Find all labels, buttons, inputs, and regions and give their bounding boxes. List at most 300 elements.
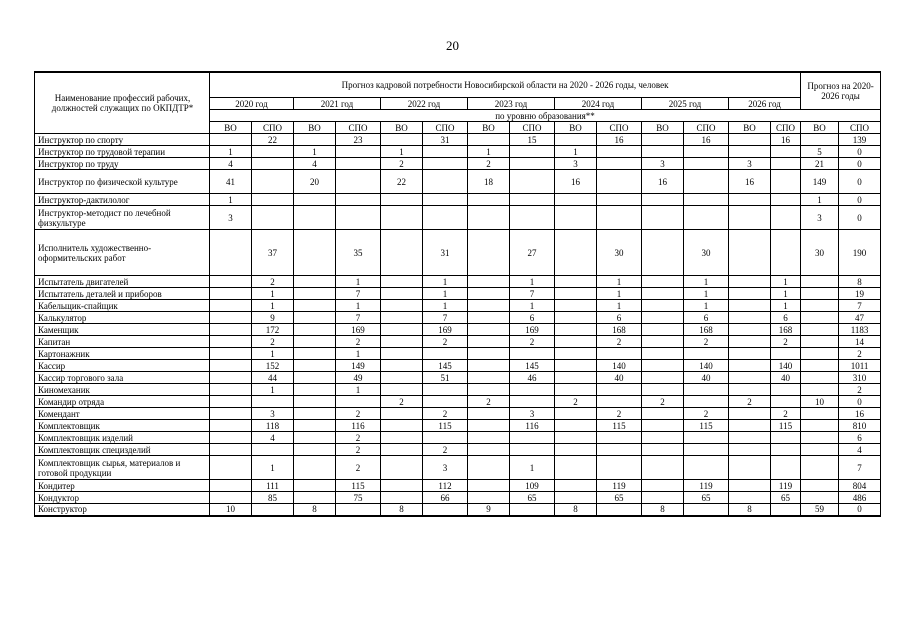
vo-value — [729, 360, 771, 372]
spo-value — [597, 444, 642, 456]
spo-header: СПО — [510, 122, 555, 134]
spo-value — [336, 194, 381, 206]
spo-value — [597, 384, 642, 396]
spo-value — [771, 384, 801, 396]
vo-value — [210, 408, 252, 420]
vo-value — [381, 134, 423, 146]
spo-value — [510, 158, 555, 170]
vo-value — [381, 372, 423, 384]
vo-value: 8 — [294, 504, 336, 516]
vo-value — [468, 230, 510, 276]
spo-value — [510, 444, 555, 456]
spo-value — [597, 158, 642, 170]
spo-value: 6 — [510, 312, 555, 324]
spo-header: СПО — [336, 122, 381, 134]
vo-value — [801, 276, 839, 288]
vo-value — [210, 420, 252, 432]
vo-value — [642, 134, 684, 146]
spo-value — [336, 158, 381, 170]
table-row — [35, 492, 881, 504]
spo-value: 116 — [336, 420, 381, 432]
spo-value — [423, 348, 468, 360]
vo-value — [468, 360, 510, 372]
vo-value — [294, 276, 336, 288]
spo-value: 115 — [684, 420, 729, 432]
vo-value — [555, 456, 597, 480]
vo-value — [294, 194, 336, 206]
vo-value — [555, 384, 597, 396]
vo-value — [468, 206, 510, 230]
spo-value — [597, 432, 642, 444]
table-row — [35, 348, 881, 360]
vo-value — [381, 312, 423, 324]
vo-value — [468, 194, 510, 206]
vo-value: 1 — [210, 194, 252, 206]
profession-name: Испытатель двигателей — [35, 276, 210, 288]
table-row — [35, 194, 881, 206]
spo-value: 2 — [597, 336, 642, 348]
spo-header: СПО — [597, 122, 642, 134]
vo-value — [801, 408, 839, 420]
vo-value — [381, 230, 423, 276]
vo-value — [468, 276, 510, 288]
spo-value — [336, 146, 381, 158]
vo-value: 2 — [381, 396, 423, 408]
vo-value — [210, 384, 252, 396]
spo-value: 1 — [510, 300, 555, 312]
spo-value: 119 — [684, 480, 729, 492]
spo-value: 35 — [336, 230, 381, 276]
spo-value: 152 — [252, 360, 294, 372]
vo-value — [801, 456, 839, 480]
vo-value — [801, 336, 839, 348]
spo-value: 23 — [336, 134, 381, 146]
vo-value — [642, 336, 684, 348]
vo-value: 3 — [801, 206, 839, 230]
vo-value — [642, 230, 684, 276]
vo-value: 2 — [555, 396, 597, 408]
vo-value: 9 — [468, 504, 510, 516]
spo-value — [423, 384, 468, 396]
spo-value: 1 — [684, 288, 729, 300]
forecast-header: Прогноз кадровой потребности Новосибирской области на 2020 - 2026 годы, человек — [210, 72, 801, 98]
spo-value — [423, 504, 468, 516]
table-row — [35, 504, 881, 516]
table-row — [35, 432, 881, 444]
vo-value — [468, 384, 510, 396]
vo-value — [294, 480, 336, 492]
spo-value: 75 — [336, 492, 381, 504]
spo-value: 9 — [252, 312, 294, 324]
vo-value — [294, 300, 336, 312]
vo-value — [210, 288, 252, 300]
spo-value: 7 — [839, 300, 881, 312]
education-level-header: по уровню образования** — [210, 110, 881, 122]
table-row — [35, 276, 881, 288]
vo-value — [468, 408, 510, 420]
profession-column-header: Наименование профессий рабочих, должностей служащих по ОКПДТР* — [35, 72, 210, 134]
vo-value — [729, 348, 771, 360]
vo-value — [642, 300, 684, 312]
vo-value: 8 — [555, 504, 597, 516]
spo-value — [684, 456, 729, 480]
spo-value — [684, 504, 729, 516]
spo-value — [510, 504, 555, 516]
profession-name: Кассир — [35, 360, 210, 372]
vo-value — [210, 396, 252, 408]
table-row — [35, 444, 881, 456]
spo-value: 7 — [423, 312, 468, 324]
spo-value: 3 — [252, 408, 294, 420]
year-header: 2023 год — [468, 98, 555, 110]
spo-value: 6 — [684, 312, 729, 324]
profession-name: Исполнитель художественно-оформительских работ — [35, 230, 210, 276]
spo-value: 16 — [771, 134, 801, 146]
spo-value: 40 — [597, 372, 642, 384]
vo-value — [294, 288, 336, 300]
year-header: 2026 год — [729, 98, 801, 110]
profession-name: Комплектовщик — [35, 420, 210, 432]
vo-value — [468, 444, 510, 456]
spo-value: 6 — [597, 312, 642, 324]
profession-name: Кабельщик-спайщик — [35, 300, 210, 312]
spo-value: 2 — [423, 408, 468, 420]
spo-value: 112 — [423, 480, 468, 492]
spo-value: 1 — [252, 384, 294, 396]
vo-value — [294, 456, 336, 480]
spo-value: 310 — [839, 372, 881, 384]
spo-value: 1 — [423, 276, 468, 288]
spo-header: СПО — [252, 122, 294, 134]
vo-value — [555, 360, 597, 372]
spo-value: 115 — [423, 420, 468, 432]
spo-value: 30 — [597, 230, 642, 276]
spo-value — [252, 170, 294, 194]
spo-value — [771, 432, 801, 444]
spo-value: 2 — [423, 444, 468, 456]
spo-value: 116 — [510, 420, 555, 432]
vo-value — [381, 456, 423, 480]
spo-value — [597, 396, 642, 408]
vo-header: ВО — [555, 122, 597, 134]
vo-value — [210, 276, 252, 288]
vo-value — [642, 348, 684, 360]
vo-value — [729, 288, 771, 300]
spo-value — [423, 396, 468, 408]
vo-value — [294, 492, 336, 504]
spo-value — [252, 206, 294, 230]
spo-value: 145 — [510, 360, 555, 372]
spo-value: 40 — [771, 372, 801, 384]
vo-value — [468, 492, 510, 504]
vo-value — [294, 396, 336, 408]
spo-value: 140 — [771, 360, 801, 372]
vo-value — [555, 492, 597, 504]
spo-value: 0 — [839, 194, 881, 206]
spo-value — [252, 396, 294, 408]
spo-value — [597, 348, 642, 360]
spo-value — [597, 456, 642, 480]
vo-value: 22 — [381, 170, 423, 194]
profession-name: Конструктор — [35, 504, 210, 516]
vo-value — [642, 432, 684, 444]
spo-value: 1 — [684, 276, 729, 288]
spo-value: 16 — [597, 134, 642, 146]
table-row — [35, 288, 881, 300]
vo-value: 2 — [468, 396, 510, 408]
spo-value — [510, 396, 555, 408]
vo-value: 16 — [729, 170, 771, 194]
vo-value — [729, 230, 771, 276]
spo-value: 0 — [839, 170, 881, 194]
profession-name: Кондуктор — [35, 492, 210, 504]
spo-header: СПО — [771, 122, 801, 134]
spo-value — [252, 444, 294, 456]
spo-value: 109 — [510, 480, 555, 492]
spo-value: 40 — [684, 372, 729, 384]
vo-value — [801, 288, 839, 300]
vo-value — [555, 206, 597, 230]
vo-value — [642, 420, 684, 432]
vo-header: ВО — [801, 122, 839, 134]
vo-value — [555, 348, 597, 360]
vo-value — [642, 456, 684, 480]
vo-value — [381, 300, 423, 312]
vo-value: 2 — [381, 158, 423, 170]
vo-value — [210, 324, 252, 336]
vo-value — [555, 336, 597, 348]
spo-value: 6 — [771, 312, 801, 324]
vo-value — [294, 444, 336, 456]
vo-value: 16 — [642, 170, 684, 194]
spo-value — [684, 444, 729, 456]
spo-value — [252, 194, 294, 206]
spo-value: 49 — [336, 372, 381, 384]
year-header: 2022 год — [381, 98, 468, 110]
spo-value: 145 — [423, 360, 468, 372]
spo-value: 2 — [684, 336, 729, 348]
spo-value: 1 — [252, 300, 294, 312]
spo-value: 149 — [336, 360, 381, 372]
spo-value — [423, 206, 468, 230]
table-row — [35, 396, 881, 408]
vo-value — [381, 492, 423, 504]
spo-value — [684, 348, 729, 360]
spo-value — [771, 158, 801, 170]
spo-value — [336, 206, 381, 230]
spo-value: 1 — [336, 384, 381, 396]
spo-value — [336, 396, 381, 408]
spo-header: СПО — [423, 122, 468, 134]
vo-value — [729, 336, 771, 348]
spo-value — [771, 230, 801, 276]
spo-value — [252, 146, 294, 158]
table-row — [35, 146, 881, 158]
vo-value — [381, 480, 423, 492]
spo-value: 3 — [510, 408, 555, 420]
spo-value: 486 — [839, 492, 881, 504]
spo-value: 2 — [684, 408, 729, 420]
vo-value — [294, 134, 336, 146]
vo-value: 2 — [642, 396, 684, 408]
vo-value — [381, 288, 423, 300]
spo-value — [597, 146, 642, 158]
spo-value — [684, 146, 729, 158]
spo-header: СПО — [684, 122, 729, 134]
vo-value — [210, 134, 252, 146]
spo-value: 65 — [597, 492, 642, 504]
spo-value: 169 — [510, 324, 555, 336]
vo-value — [555, 324, 597, 336]
spo-value: 22 — [252, 134, 294, 146]
vo-value — [729, 276, 771, 288]
vo-value — [729, 372, 771, 384]
table-row — [35, 312, 881, 324]
vo-value: 59 — [801, 504, 839, 516]
vo-header: ВО — [210, 122, 252, 134]
spo-value: 2 — [336, 336, 381, 348]
table-row — [35, 480, 881, 492]
vo-value — [210, 300, 252, 312]
spo-value: 119 — [771, 480, 801, 492]
vo-value: 1 — [555, 146, 597, 158]
profession-name: Комендант — [35, 408, 210, 420]
spo-value: 65 — [684, 492, 729, 504]
vo-value — [381, 432, 423, 444]
spo-value: 7 — [510, 288, 555, 300]
profession-name: Каменщик — [35, 324, 210, 336]
profession-name: Комплектовщик изделий — [35, 432, 210, 444]
vo-value — [642, 444, 684, 456]
vo-value — [729, 408, 771, 420]
vo-value — [801, 372, 839, 384]
vo-value — [468, 456, 510, 480]
spo-value — [771, 504, 801, 516]
profession-name: Командир отряда — [35, 396, 210, 408]
vo-value — [642, 360, 684, 372]
spo-value: 2 — [839, 384, 881, 396]
spo-value: 139 — [839, 134, 881, 146]
spo-value — [252, 504, 294, 516]
vo-header: ВО — [294, 122, 336, 134]
spo-value: 65 — [510, 492, 555, 504]
spo-value: 0 — [839, 158, 881, 170]
vo-value: 5 — [801, 146, 839, 158]
spo-value: 2 — [771, 408, 801, 420]
spo-header: СПО — [839, 122, 881, 134]
vo-value — [381, 444, 423, 456]
vo-value — [294, 336, 336, 348]
profession-name: Инструктор-дактилолог — [35, 194, 210, 206]
vo-value — [210, 360, 252, 372]
spo-value: 0 — [839, 504, 881, 516]
page-number: 20 — [446, 38, 459, 53]
vo-value — [381, 348, 423, 360]
vo-header: ВО — [729, 122, 771, 134]
spo-value — [510, 146, 555, 158]
vo-value — [801, 348, 839, 360]
spo-value: 2 — [252, 276, 294, 288]
table-row — [35, 158, 881, 170]
spo-value: 1 — [423, 288, 468, 300]
vo-value — [294, 230, 336, 276]
vo-value: 2 — [468, 158, 510, 170]
table-row — [35, 206, 881, 230]
profession-name: Капитан — [35, 336, 210, 348]
vo-value — [729, 324, 771, 336]
vo-value — [210, 312, 252, 324]
vo-value: 149 — [801, 170, 839, 194]
table-row — [35, 134, 881, 146]
vo-value — [294, 372, 336, 384]
profession-name: Инструктор по спорту — [35, 134, 210, 146]
vo-value — [729, 312, 771, 324]
vo-value — [801, 324, 839, 336]
vo-value: 20 — [294, 170, 336, 194]
vo-value — [729, 384, 771, 396]
vo-value — [294, 312, 336, 324]
spo-value — [771, 206, 801, 230]
vo-value — [468, 420, 510, 432]
spo-value: 1011 — [839, 360, 881, 372]
vo-value: 2 — [729, 396, 771, 408]
vo-value — [555, 312, 597, 324]
vo-value — [555, 444, 597, 456]
spo-value: 2 — [252, 336, 294, 348]
vo-value — [468, 372, 510, 384]
vo-value — [729, 492, 771, 504]
spo-value: 0 — [839, 146, 881, 158]
spo-value: 810 — [839, 420, 881, 432]
vo-value — [801, 420, 839, 432]
vo-value — [468, 134, 510, 146]
spo-value: 65 — [771, 492, 801, 504]
vo-value — [294, 348, 336, 360]
vo-value — [468, 432, 510, 444]
vo-value — [381, 336, 423, 348]
vo-value — [801, 444, 839, 456]
vo-value: 1 — [381, 146, 423, 158]
vo-value — [801, 492, 839, 504]
vo-value — [210, 348, 252, 360]
vo-value — [642, 408, 684, 420]
year-header: 2021 год — [294, 98, 381, 110]
spo-value: 118 — [252, 420, 294, 432]
spo-value — [771, 444, 801, 456]
spo-value: 47 — [839, 312, 881, 324]
vo-value — [210, 336, 252, 348]
vo-value: 8 — [381, 504, 423, 516]
spo-value — [423, 432, 468, 444]
total-forecast-header: Прогноз на 2020-2026 годы — [801, 72, 881, 110]
vo-value: 1 — [210, 146, 252, 158]
spo-value: 15 — [510, 134, 555, 146]
spo-value: 115 — [597, 420, 642, 432]
vo-value — [381, 420, 423, 432]
vo-value — [642, 146, 684, 158]
vo-value — [642, 492, 684, 504]
spo-value — [684, 432, 729, 444]
vo-value — [468, 480, 510, 492]
vo-value — [801, 384, 839, 396]
spo-value — [597, 206, 642, 230]
spo-value — [684, 384, 729, 396]
vo-value: 10 — [210, 504, 252, 516]
vo-value: 30 — [801, 230, 839, 276]
table-row — [35, 230, 881, 276]
vo-value — [210, 492, 252, 504]
spo-value: 7 — [336, 312, 381, 324]
